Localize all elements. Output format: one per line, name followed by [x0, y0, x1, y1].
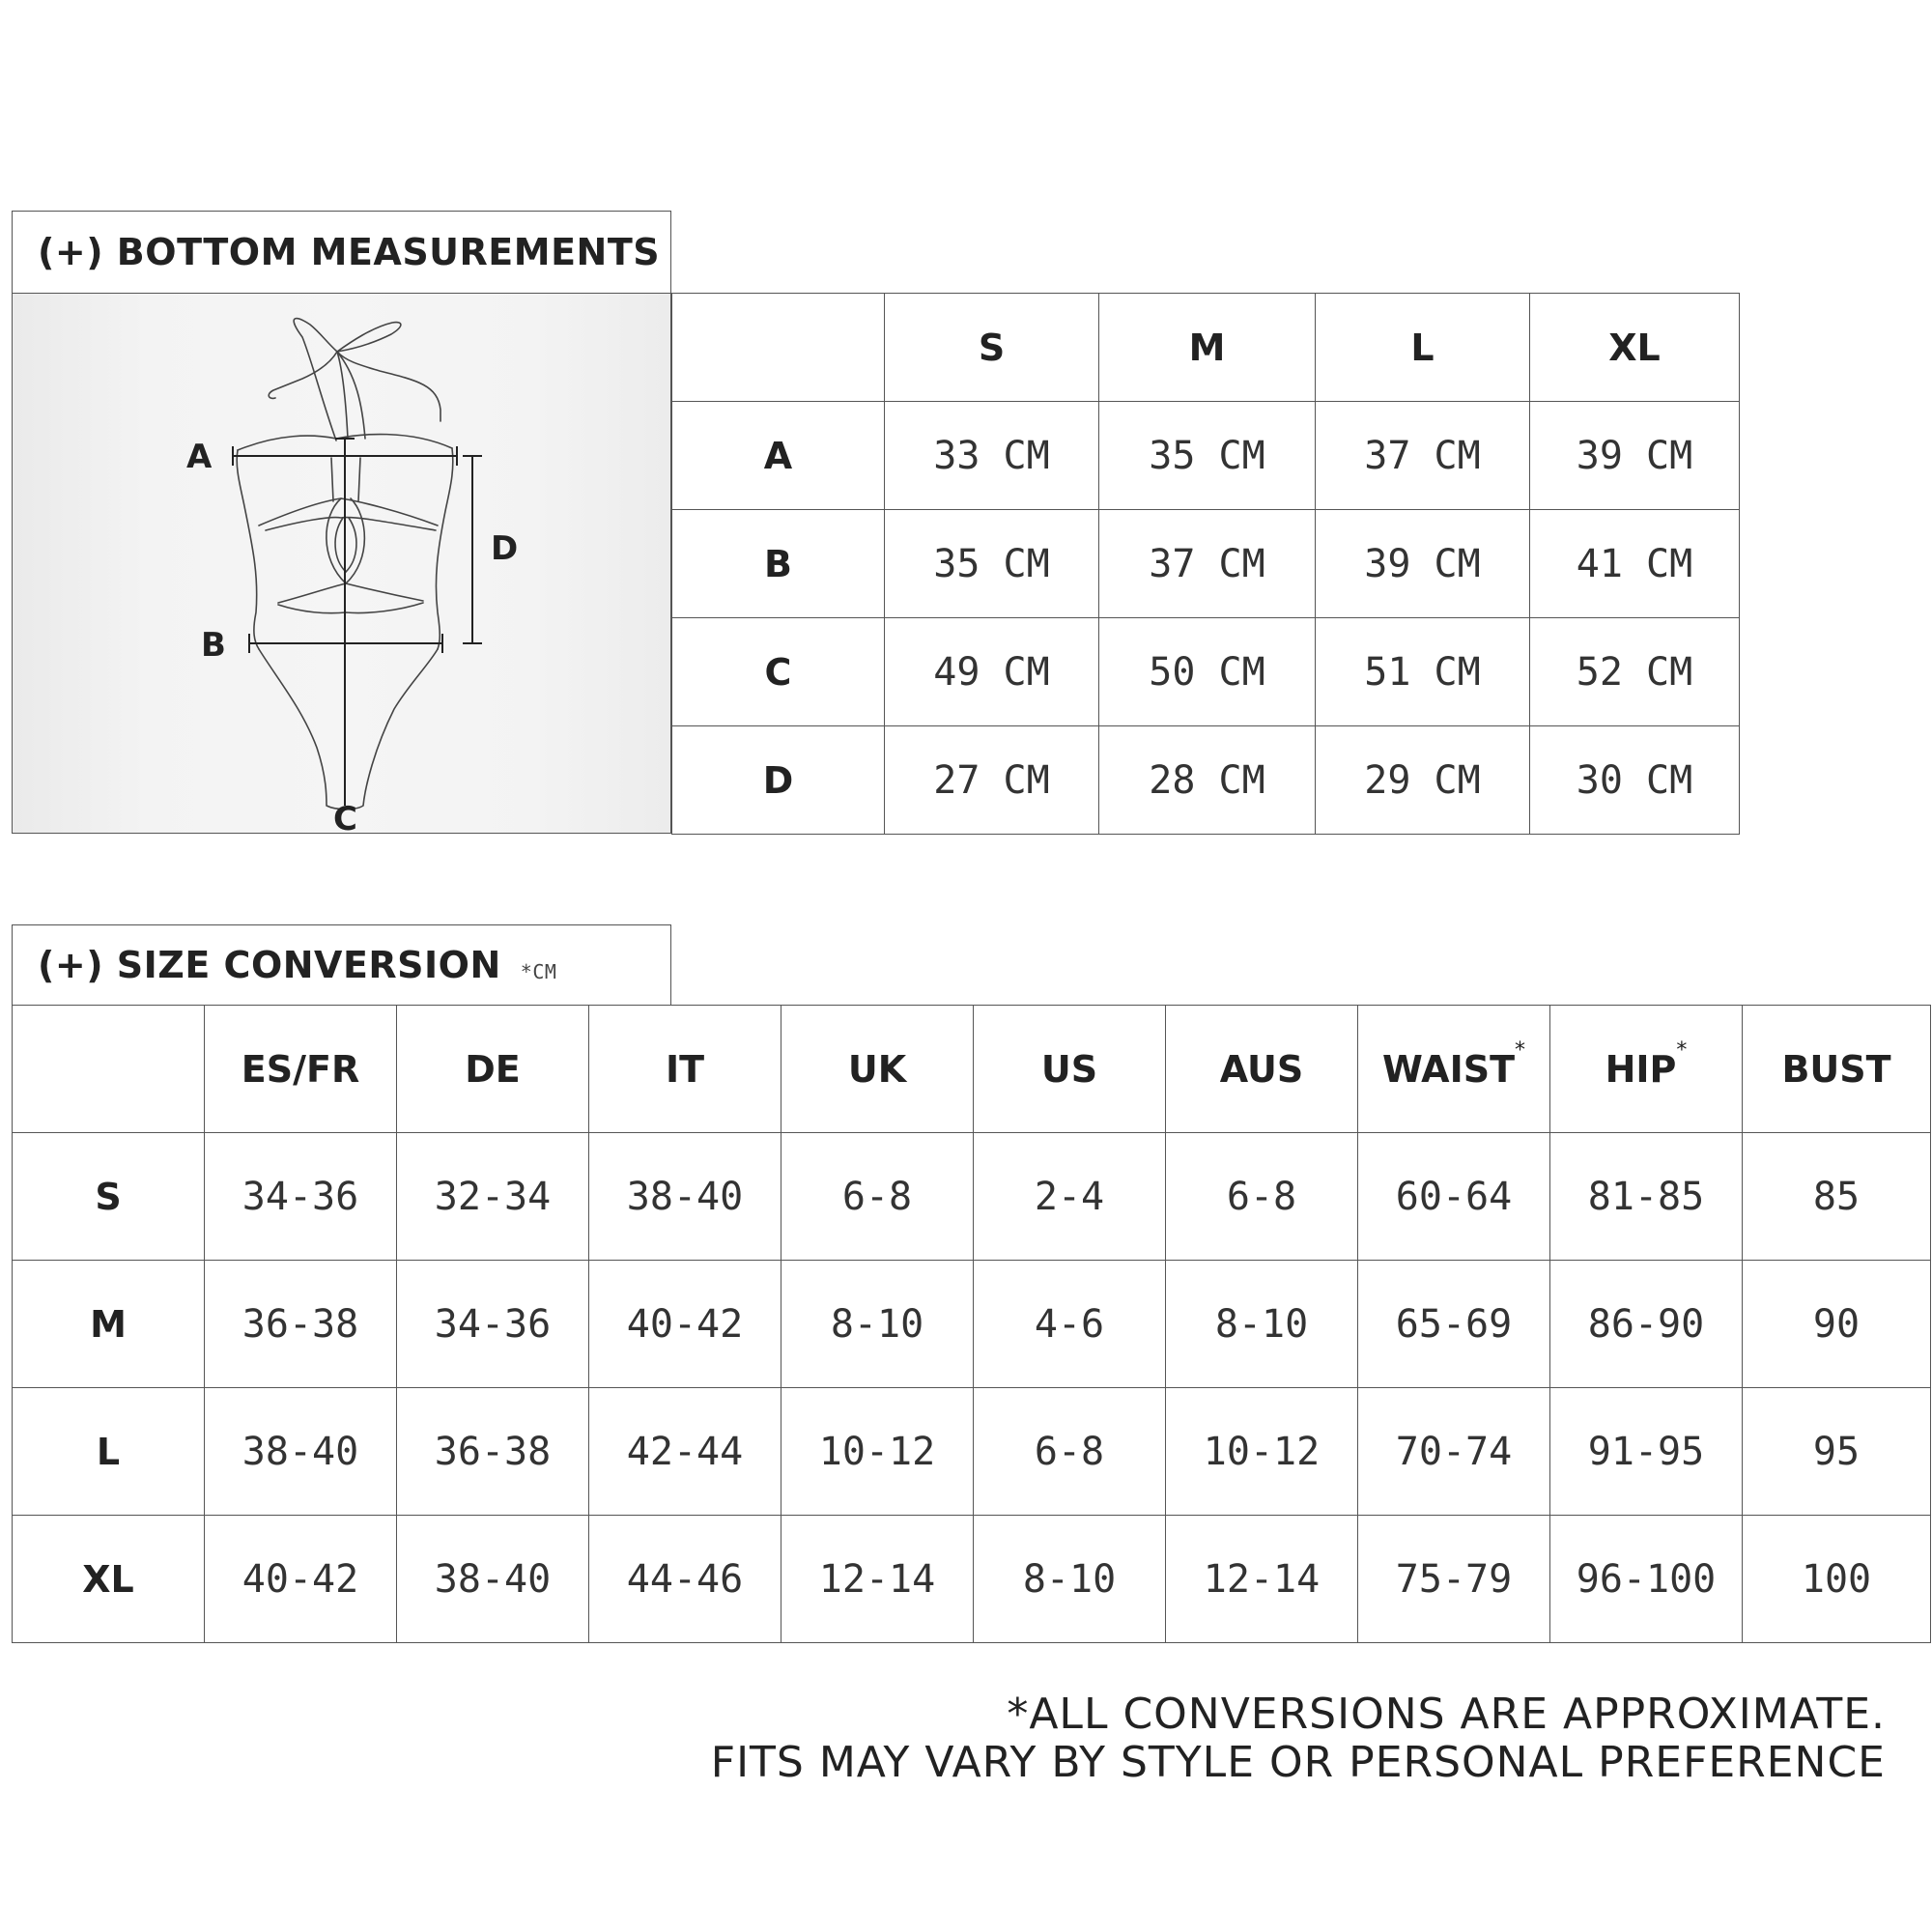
- table-cell: 65-69: [1358, 1261, 1550, 1388]
- table-cell: 8-10: [781, 1261, 974, 1388]
- table-cell: 41 CM: [1530, 510, 1740, 618]
- table-cell: 6-8: [781, 1133, 974, 1261]
- row-label-a: A: [672, 402, 885, 510]
- hip-label: HIP: [1605, 1047, 1677, 1091]
- diagram-label-c: C: [333, 800, 357, 835]
- diagram-label-a: A: [186, 438, 213, 476]
- table-cell: 49 CM: [885, 618, 1099, 726]
- conversion-title: [12, 924, 671, 1006]
- row-label-b: B: [672, 510, 885, 618]
- table-cell: 34-36: [397, 1261, 589, 1388]
- conversion-header-row: [13, 1006, 1931, 1133]
- table-cell: 4-6: [974, 1261, 1166, 1388]
- row-size-m: M: [13, 1261, 205, 1388]
- swimsuit-diagram: [12, 293, 671, 834]
- column-header-it: IT: [589, 1006, 781, 1133]
- table-cell: 6-8: [1166, 1133, 1358, 1261]
- table-cell: 30 CM: [1530, 726, 1740, 835]
- table-cell: 38-40: [397, 1516, 589, 1643]
- measurements-title: [12, 211, 671, 294]
- diagram-label-d: D: [491, 529, 519, 568]
- table-cell: 75-79: [1358, 1516, 1550, 1643]
- row-label-d: D: [672, 726, 885, 835]
- conversion-title-text: (+) SIZE CONVERSION: [38, 944, 501, 986]
- row-size-xl: XL: [13, 1516, 205, 1643]
- table-cell: 29 CM: [1316, 726, 1530, 835]
- row-size-l: L: [13, 1388, 205, 1516]
- table-cell: 44-46: [589, 1516, 781, 1643]
- table-row: [672, 726, 1740, 835]
- unit-note: *CM: [520, 960, 557, 983]
- table-row: [13, 1261, 1931, 1388]
- conversion-table: [12, 1005, 1931, 1643]
- column-header-us: US: [974, 1006, 1166, 1133]
- table-cell: 35 CM: [885, 510, 1099, 618]
- conversion-corner-cell: [13, 1006, 205, 1133]
- table-cell: 86-90: [1550, 1261, 1743, 1388]
- table-cell: 37 CM: [1316, 402, 1530, 510]
- diagram-label-b: B: [201, 626, 226, 665]
- table-cell: 39 CM: [1530, 402, 1740, 510]
- table-cell: 6-8: [974, 1388, 1166, 1516]
- table-cell: 42-44: [589, 1388, 781, 1516]
- table-cell: 36-38: [397, 1388, 589, 1516]
- table-cell: 38-40: [589, 1133, 781, 1261]
- table-cell: 100: [1743, 1516, 1931, 1643]
- table-cell: 50 CM: [1099, 618, 1316, 726]
- table-cell: 81-85: [1550, 1133, 1743, 1261]
- measurements-corner-cell: [672, 294, 885, 402]
- footnote-line-2: FITS MAY VARY BY STYLE OR PERSONAL PREFERENCE: [710, 1738, 1886, 1787]
- table-cell: 95: [1743, 1388, 1931, 1516]
- table-row: [13, 1133, 1931, 1261]
- table-cell: 38-40: [205, 1388, 397, 1516]
- column-header-waist: [1358, 1006, 1550, 1133]
- table-row: [672, 618, 1740, 726]
- table-cell: 32-34: [397, 1133, 589, 1261]
- size-header-l: L: [1316, 294, 1530, 402]
- table-cell: 2-4: [974, 1133, 1166, 1261]
- table-row: [13, 1516, 1931, 1643]
- table-cell: 37 CM: [1099, 510, 1316, 618]
- column-header-aus: AUS: [1166, 1006, 1358, 1133]
- table-cell: 52 CM: [1530, 618, 1740, 726]
- waist-asterisk: *: [1515, 1037, 1526, 1063]
- table-cell: 91-95: [1550, 1388, 1743, 1516]
- row-label-c: C: [672, 618, 885, 726]
- table-cell: 96-100: [1550, 1516, 1743, 1643]
- table-row: [13, 1388, 1931, 1516]
- table-cell: 27 CM: [885, 726, 1099, 835]
- size-header-s: S: [885, 294, 1099, 402]
- waist-label: WAIST: [1381, 1047, 1516, 1091]
- table-row: [672, 402, 1740, 510]
- table-cell: 10-12: [1166, 1388, 1358, 1516]
- measurements-header-row: [672, 294, 1740, 402]
- table-cell: 10-12: [781, 1388, 974, 1516]
- row-size-s: S: [13, 1133, 205, 1261]
- table-cell: 40-42: [589, 1261, 781, 1388]
- column-header-esfr: ES/FR: [205, 1006, 397, 1133]
- table-cell: 12-14: [781, 1516, 974, 1643]
- table-cell: 8-10: [974, 1516, 1166, 1643]
- column-header-hip: [1550, 1006, 1743, 1133]
- hip-asterisk: *: [1676, 1037, 1688, 1063]
- swimsuit-outline-icon: [13, 294, 672, 835]
- table-cell: 34-36: [205, 1133, 397, 1261]
- table-cell: 70-74: [1358, 1388, 1550, 1516]
- column-header-uk: UK: [781, 1006, 974, 1133]
- table-cell: 39 CM: [1316, 510, 1530, 618]
- table-cell: 60-64: [1358, 1133, 1550, 1261]
- measurements-title-text: (+) BOTTOM MEASUREMENTS: [38, 231, 661, 273]
- footnote-line-1: *ALL CONVERSIONS ARE APPROXIMATE.: [1007, 1690, 1886, 1739]
- column-header-de: DE: [397, 1006, 589, 1133]
- measurements-table: [671, 293, 1740, 835]
- size-header-m: M: [1099, 294, 1316, 402]
- table-cell: 51 CM: [1316, 618, 1530, 726]
- table-cell: 12-14: [1166, 1516, 1358, 1643]
- table-cell: 85: [1743, 1133, 1931, 1261]
- table-cell: 33 CM: [885, 402, 1099, 510]
- table-cell: 35 CM: [1099, 402, 1316, 510]
- table-cell: 28 CM: [1099, 726, 1316, 835]
- table-row: [672, 510, 1740, 618]
- size-header-xl: XL: [1530, 294, 1740, 402]
- table-cell: 8-10: [1166, 1261, 1358, 1388]
- table-cell: 90: [1743, 1261, 1931, 1388]
- table-cell: 36-38: [205, 1261, 397, 1388]
- column-header-bust: BUST: [1743, 1006, 1931, 1133]
- footnote: [711, 1690, 1886, 1787]
- table-cell: 40-42: [205, 1516, 397, 1643]
